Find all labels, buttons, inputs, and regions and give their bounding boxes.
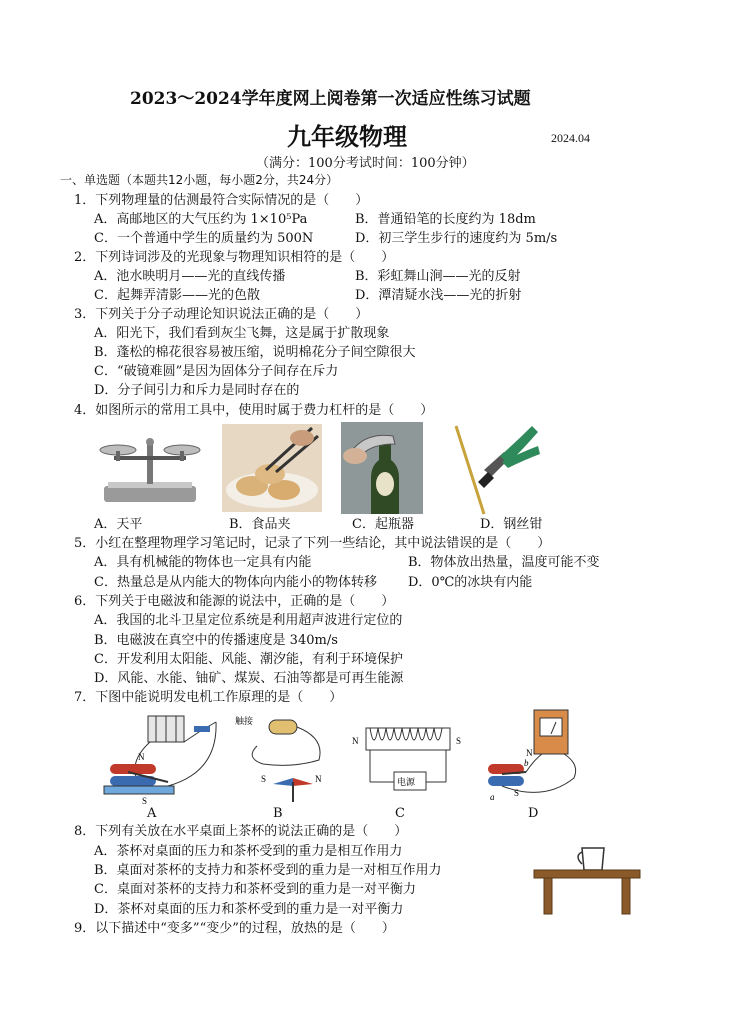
question-5-option-c: C．热量总是从内能大的物体向内能小的物体转移 [94, 575, 377, 590]
figure-d-label-b: b [524, 758, 529, 768]
figure-c-pole-s: S [456, 736, 462, 746]
figure-d-label-a: a [490, 792, 495, 802]
figure-c-solenoid [350, 722, 468, 794]
question-8-stem: 8．下列有关放在水平桌面上茶杯的说法正确的是（ ） [74, 824, 408, 839]
question-3-stem: 3．下列关于分子动理论知识说法正确的是（ ） [74, 307, 369, 322]
exam-title: 2023～2024学年度网上阅卷第一次适应性练习试题 [130, 89, 531, 109]
full-marks-note: （满分：100分考试时间：100分钟） [256, 156, 475, 171]
bottle-opener-image [341, 422, 423, 514]
figure-b-caption: B [273, 806, 283, 821]
question-3-option-c: C．“破镜难圆”是因为固体分子间存在斥力 [94, 364, 339, 379]
question-1-option-c: C．一个普通中学生的质量约为 500N [94, 231, 314, 246]
question-3-option-a: A．阳光下，我们看到灰尘飞舞，这是属于扩散现象 [94, 326, 390, 341]
cup-on-table-image [530, 842, 644, 916]
question-6-option-a: A．我国的北斗卫星定位系统是利用超声波进行定位的 [94, 613, 403, 628]
question-6-option-c: C．开发利用太阳能、风能、潮汐能，有利于环境保护 [94, 652, 403, 667]
exam-date: 2024.04 [551, 131, 590, 145]
figure-d-generator [484, 708, 584, 804]
question-7-stem: 7．下图中能说明发电机工作原理的是（ ） [74, 690, 343, 705]
balance-scale-image [94, 424, 206, 512]
question-9-stem: 9．以下描述中“变多”“变少”的过程，放热的是（ ） [74, 921, 395, 936]
question-1-option-b: B．普通铅笔的长度约为 18dm [355, 212, 536, 227]
figure-c-pole-n: N [352, 736, 359, 746]
figure-d-pole-s: S [514, 788, 520, 798]
question-4-option-a: A．天平 [94, 517, 143, 532]
figure-d-caption: D [528, 806, 539, 821]
question-8-option-a: A．茶杯对桌面的压力和茶杯受到的重力是相互作用力 [94, 844, 403, 859]
question-2-option-a: A．池水映明月——光的直线传播 [94, 269, 286, 284]
question-1-stem: 1．下列物理量的估测最符合实际情况的是（ ） [74, 193, 369, 208]
question-1-option-d: D．初三学生步行的速度约为 5m/s [355, 231, 558, 246]
question-2-option-c: C．起舞弄清影——光的色散 [94, 288, 260, 303]
question-5-option-b: B．物体放出热量，温度可能不变 [408, 555, 600, 570]
figure-b-pole-s: S [261, 774, 267, 784]
figure-b-oersted [233, 712, 333, 804]
question-6-stem: 6．下列关于电磁波和能源的说法中，正确的是（ ） [74, 594, 395, 609]
question-2-option-d: D．潭清疑水浅——光的折射 [355, 288, 522, 303]
question-4-stem: 4．如图所示的常用工具中，使用时属于费力杠杆的是（ ） [74, 403, 434, 418]
figure-a-pole-n: N [138, 752, 145, 762]
figure-a-caption: A [147, 806, 157, 821]
question-6-option-d: D．风能、水能、铀矿、煤炭、石油等都是可再生能源 [94, 671, 404, 686]
food-tongs-image [222, 424, 322, 512]
figure-a-circuit [98, 712, 223, 804]
question-4-option-c: C．起瓶器 [352, 517, 414, 532]
question-5-option-d: D．0℃的冰块有内能 [408, 575, 533, 590]
question-6-option-b: B．电磁波在真空中的传播速度是 340m/s [94, 633, 338, 648]
question-1-option-a: A．高邮地区的大气压约为 1×10⁵Pa [94, 212, 308, 227]
figure-c-power-label: 电源 [397, 778, 416, 788]
question-4-option-d: D．钢丝钳 [480, 517, 543, 532]
question-8-option-b: B．桌面对茶杯的支持力和茶杯受到的重力是一对相互作用力 [94, 863, 442, 878]
figure-c-caption: C [395, 806, 405, 821]
question-8-option-d: D．茶杯对桌面的压力和茶杯受到的重力是一对平衡力 [94, 902, 404, 917]
figure-b-pole-n: N [315, 774, 322, 784]
question-3-option-b: B．蓬松的棉花很容易被压缩，说明棉花分子间空隙很大 [94, 345, 416, 360]
figure-a-pole-s: S [142, 796, 148, 804]
question-8-option-c: C．桌面对茶杯的支持力和茶杯受到的重力是一对平衡力 [94, 882, 416, 897]
section-label: 一、单选题（本题共12小题，每小题2分，共24分） [60, 173, 339, 187]
question-3-option-d: D．分子间引力和斥力是同时存在的 [94, 383, 300, 398]
subject-title: 九年级物理 [287, 122, 407, 151]
question-2-option-b: B．彩虹舞山涧——光的反射 [355, 269, 521, 284]
question-5-option-a: A．具有机械能的物体也一定具有内能 [94, 555, 312, 570]
figure-d-pole-n: N [526, 748, 533, 758]
question-2-stem: 2．下列诗词涉及的光现象与物理知识相符的是（ ） [74, 250, 395, 265]
question-4-option-b: B．食品夹 [229, 517, 291, 532]
wire-pliers-image [444, 422, 540, 516]
figure-b-label: 触接 [235, 717, 254, 727]
question-5-stem: 5．小红在整理物理学习笔记时，记录了下列一些结论，其中说法错误的是（ ） [74, 536, 551, 551]
